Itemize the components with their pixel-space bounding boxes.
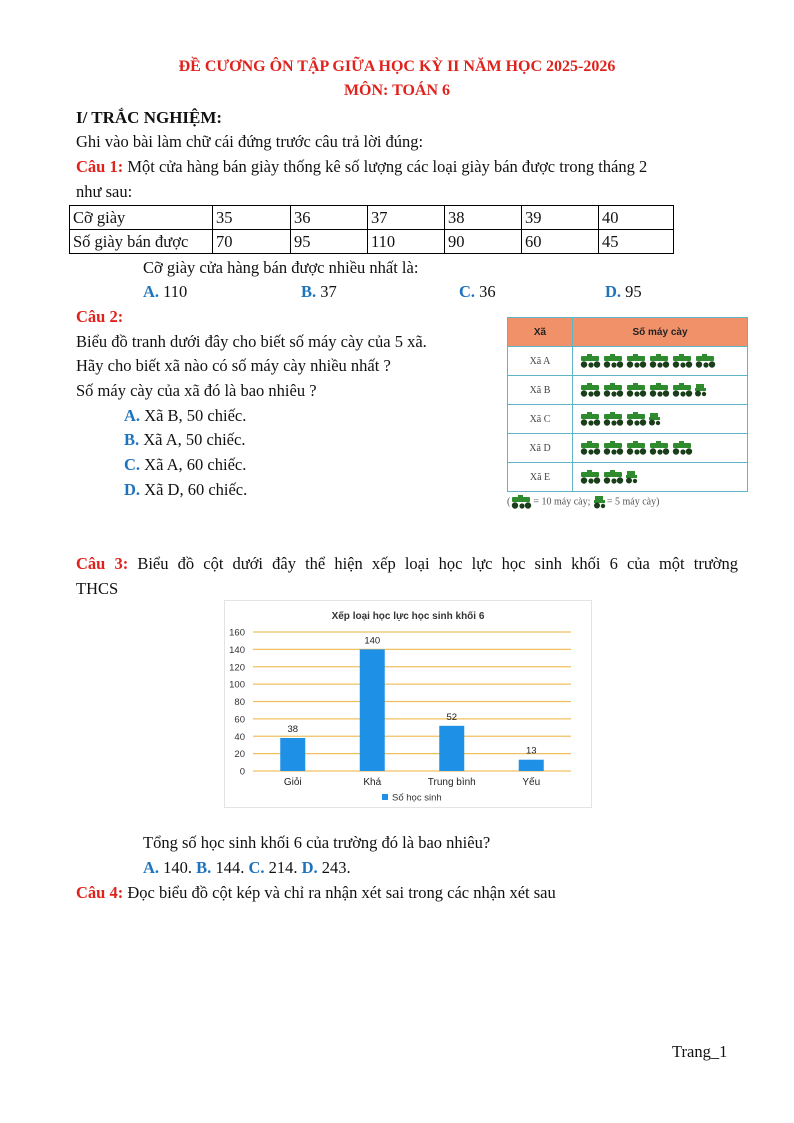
y-tick-label: 100 bbox=[229, 679, 245, 691]
table-cell: 37 bbox=[368, 206, 445, 230]
subject-title: MÔN: TOÁN 6 bbox=[343, 82, 451, 99]
q3-text-line1: Biểu đồ cột dưới đây thể hiện xếp loại học lực học sinh khối 6 của một trường bbox=[137, 554, 739, 573]
q1-option-c: C. 36 bbox=[459, 282, 496, 301]
table-cell: 95 bbox=[291, 230, 368, 254]
table-row bbox=[508, 405, 748, 434]
table-cell: 39 bbox=[522, 206, 599, 230]
bar-chart-svg bbox=[225, 601, 591, 807]
q3-label: Câu 3: bbox=[76, 554, 129, 573]
q1-label: Câu 1: bbox=[76, 157, 124, 176]
q1-option-b: B. 37 bbox=[301, 282, 337, 301]
shoe-size-table bbox=[69, 205, 674, 254]
q1-text-line1: Một cửa hàng bán giày thống kê số lượng các loại giày bán được trong tháng 2 bbox=[127, 157, 648, 176]
tractor-icons bbox=[573, 405, 748, 434]
table-cell: 90 bbox=[445, 230, 522, 254]
tractor-icons bbox=[573, 463, 748, 492]
y-tick-label: 0 bbox=[239, 766, 245, 778]
x-tick-label: Trung bình bbox=[427, 777, 476, 788]
q3-text-line2: THCS bbox=[76, 579, 119, 598]
q1-prompt: Cỡ giày cửa hàng bán được nhiều nhất là: bbox=[143, 258, 419, 277]
bar bbox=[360, 649, 385, 771]
commune-name: Xã A bbox=[508, 347, 573, 376]
instruction-text: Ghi vào bài làm chữ cái đứng trước câu trả lời đúng: bbox=[76, 132, 424, 151]
y-tick-label: 140 bbox=[229, 644, 245, 656]
table-cell: 35 bbox=[213, 206, 291, 230]
table-row bbox=[70, 230, 674, 254]
commune-name: Xã C bbox=[508, 405, 573, 434]
document-title: ĐỀ CƯƠNG ÔN TẬP GIỮA HỌC KỲ II NĂM HỌC 2025-2026 bbox=[178, 58, 616, 75]
tractor-full-icon bbox=[510, 496, 533, 507]
tractor-half-icon bbox=[593, 496, 607, 507]
data-label: 140 bbox=[364, 635, 381, 647]
y-tick-label: 20 bbox=[234, 749, 245, 761]
q2-line3: Số máy cày của xã đó là bao nhiêu ? bbox=[76, 381, 317, 400]
bar bbox=[519, 760, 544, 771]
table-cell: 45 bbox=[599, 230, 674, 254]
pictograph-legend: ( = 10 máy cày; = 5 máy cày) bbox=[507, 496, 660, 508]
y-tick-label: 60 bbox=[234, 714, 245, 726]
legend-swatch bbox=[382, 794, 388, 800]
page-number: Trang_1 bbox=[672, 1042, 728, 1061]
y-tick-label: 80 bbox=[234, 697, 245, 708]
y-tick-label: 120 bbox=[229, 662, 245, 674]
q1-text-line2: như sau: bbox=[76, 182, 133, 201]
table-cell: 60 bbox=[522, 230, 599, 254]
q2-option-a: A. Xã B, 50 chiếc. bbox=[124, 406, 247, 425]
q2-label: Câu 2: bbox=[76, 307, 124, 326]
table-cell: Cỡ giày bbox=[70, 206, 213, 230]
x-tick-label: Yếu bbox=[522, 777, 541, 788]
commune-name: Xã D bbox=[508, 434, 573, 463]
table-row bbox=[508, 318, 748, 347]
q1-text bbox=[76, 157, 738, 177]
bar bbox=[280, 738, 305, 771]
bar bbox=[439, 726, 464, 771]
y-tick-label: 40 bbox=[234, 731, 245, 743]
table-cell: 40 bbox=[599, 206, 674, 230]
q2-line1: Biểu đồ tranh dưới đây cho biết số máy cày của 5 xã. bbox=[76, 332, 427, 351]
q3-text bbox=[76, 554, 738, 574]
q4-text-body: Đọc biểu đồ cột kép và chỉ ra nhận xét sai trong các nhận xét sau bbox=[127, 883, 556, 902]
table-cell: 38 bbox=[445, 206, 522, 230]
q3-options: A. 140. B. 144. C. 214. D. 243. bbox=[143, 858, 351, 877]
table-row bbox=[508, 463, 748, 492]
table-cell: 110 bbox=[368, 230, 445, 254]
header-tractor-count: Số máy cày bbox=[573, 318, 748, 347]
table-row bbox=[508, 434, 748, 463]
q3-prompt: Tổng số học sinh khối 6 của trường đó là bao nhiêu? bbox=[143, 833, 491, 852]
q2-line2: Hãy cho biết xã nào có số máy cày nhiều nhất ? bbox=[76, 356, 391, 375]
table-cell: 36 bbox=[291, 206, 368, 230]
q1-option-d: D. 95 bbox=[605, 282, 642, 301]
legend-label: Số học sinh bbox=[392, 792, 442, 804]
section-heading: I/ TRẮC NGHIỆM: bbox=[76, 108, 223, 127]
data-label: 38 bbox=[287, 723, 299, 735]
q4-text bbox=[76, 883, 556, 903]
x-tick-label: Khá bbox=[363, 777, 382, 788]
q1-option-a: A. 110 bbox=[143, 282, 188, 301]
commune-name: Xã B bbox=[508, 376, 573, 405]
x-tick-label: Giỏi bbox=[283, 777, 302, 788]
q2-option-b: B. Xã A, 50 chiếc. bbox=[124, 430, 246, 449]
tractor-icons bbox=[573, 347, 748, 376]
tractor-icons bbox=[573, 376, 748, 405]
table-row bbox=[508, 376, 748, 405]
table-cell: Số giày bán được bbox=[70, 230, 213, 254]
q2-option-d: D. Xã D, 60 chiếc. bbox=[124, 480, 248, 499]
table-row bbox=[508, 347, 748, 376]
table-cell: 70 bbox=[213, 230, 291, 254]
data-label: 13 bbox=[525, 745, 537, 757]
header-commune: Xã bbox=[508, 318, 573, 347]
bar-chart bbox=[224, 600, 592, 808]
q4-label: Câu 4: bbox=[76, 883, 124, 902]
table-row bbox=[70, 206, 674, 230]
y-tick-label: 160 bbox=[229, 627, 245, 639]
q2-option-c: C. Xã A, 60 chiếc. bbox=[124, 455, 247, 474]
data-label: 52 bbox=[446, 711, 458, 723]
commune-name: Xã E bbox=[508, 463, 573, 492]
chart-title: Xếp loại học lực học sinh khối 6 bbox=[331, 611, 485, 622]
tractor-pictograph bbox=[507, 317, 748, 492]
tractor-icons bbox=[573, 434, 748, 463]
